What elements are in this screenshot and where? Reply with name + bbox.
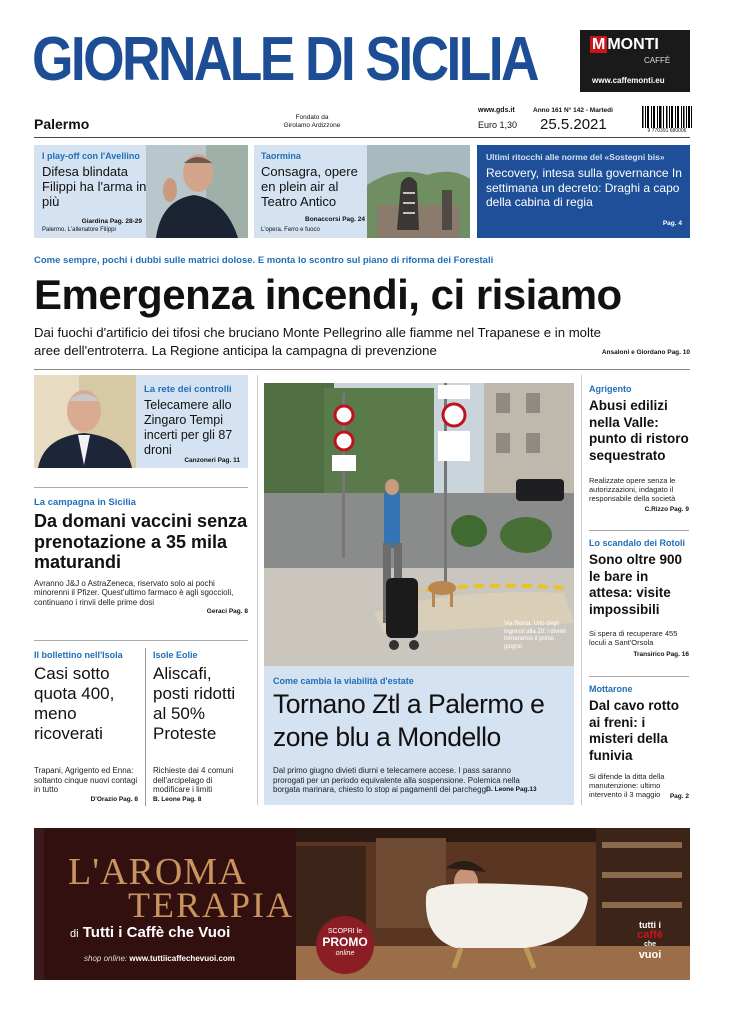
lead-kicker: Come sempre, pochi i dubbi sulle matrici dolose. E monta lo scontro sul piano di riforma dei Forestali	[34, 255, 494, 266]
edition: Palermo	[34, 116, 90, 132]
photo-musumeci	[34, 375, 136, 468]
promo-badge[interactable]: SCOPRI le PROMO online	[316, 916, 374, 974]
teaser-filippi[interactable]: I play-off con l'Avellino Difesa blindata Filippi ha l'arma in più Giardina Pag. 28-29 Palermo. L'allenatore Filippi	[34, 145, 248, 238]
monti-url[interactable]: www.caffemonti.eu	[592, 76, 665, 85]
teaser-recovery[interactable]: Ultimi ritocchi alle norme del «Sostegni bis» Recovery, intesa sulla governance In settimana un decreto: Draghi a capo della cabina di regia Pag. 4	[477, 145, 690, 238]
date: 25.5.2021	[540, 116, 607, 133]
photo-consagra	[367, 145, 470, 238]
barcode-icon	[642, 106, 692, 128]
story-bollettino[interactable]: Il bollettino nell'Isola Casi sotto quota 400, meno ricoverati Trapani, Agrigento ed Enna: soltanto cinque nuovi contagi in tutto D'Orazio Pag. 8	[34, 650, 138, 803]
monti-sub: CAFFÈ	[644, 56, 671, 65]
story-mottarone[interactable]: Mottarone Dal cavo rotto ai freni: i misteri della funivia Si difende la ditta della manutenzione: ultimo intervento il 3 maggio Pag. 2	[589, 684, 689, 800]
teaser-consagra[interactable]: Taormina Consagra, opere en plein air al Teatro Antico Bonaccorsi Pag. 24 L'opera. Ferro e fuoco	[254, 145, 470, 238]
story-vaccini[interactable]: La campagna in Sicilia Da domani vaccini senza prenotazione a 35 mila maturandi Avranno J&J o AstraZeneca, riservato solo ai pochi minorenni il Pfizer. Quest'ultimo farmaco è agli sgoccioli, continuano i rinvii delle prime dosi Geraci Pag. 8	[34, 497, 248, 615]
issue: Anno 161 N° 142 - Martedì	[533, 107, 613, 114]
price: Euro 1,30	[478, 120, 518, 130]
masthead-title: GIORNALE DI SICILIA	[32, 25, 537, 94]
story-rotoli[interactable]: Lo scandalo dei Rotoli Sono oltre 900 le bare in attesa: visite impossibili Si spera di recuperare 455 loculi a Sant'Orsola Transirico Pag. 16	[589, 538, 689, 658]
barcode: 9 770391 680006	[642, 106, 692, 134]
tutti-caffe-badge: tutti i caffè che vuoi	[637, 920, 663, 961]
masthead-rule	[34, 137, 690, 138]
ztl-block[interactable]: Via Roma. Uno degli ingressi alla Ztl: i divieti torneranno il primo giugno Come cambia la viabilità d'estate Tornano Ztl a Palermo e zone blu a Mondello Dal primo giugno divieti diurni e telecamere accese. I pass saranno prorogati per un periodo equivalente alla sospensione. Polemica nella borgata marinara, chiesto lo stop ai pagamenti dei parcheggi G. Leone Pag.13	[264, 383, 574, 805]
ad-aroma[interactable]	[34, 828, 690, 980]
monti-logo: M MONTI	[592, 36, 659, 53]
lead-deck: Dai fuochi d'artificio dei tifosi che bruciano Monte Pellegrino alle fiamme nel Trapanese e in molte aree dell'entroterra. La Regione anticipa la campagna di prevenzione	[34, 325, 601, 358]
story-agrigento[interactable]: Agrigento Abusi edilizi nella Valle: punto di ristoro sequestrato Realizzate opere senza le autorizzazioni, indagato il responsabile della società C.Rizzo Pag. 9	[589, 384, 689, 513]
ad-left-panel: L'AROMA TERAPIA di Tutti i Caffè che Vuoi shop online: www.tuttiicaffechevuoi.com	[44, 828, 296, 980]
photo-caption: Via Roma. Uno degli ingressi alla Ztl: i divieti torneranno il primo giugno	[504, 621, 566, 650]
story-eolie[interactable]: Isole Eolie Aliscafi, posti ridotti al 50% Proteste Richieste dai 4 comuni dell'arcipelago di modificare i limiti B. Leone Pag. 8	[153, 650, 236, 803]
photo-filippi	[146, 145, 248, 238]
lead-credit: Ansaloni e Giordano Pag. 10	[601, 349, 690, 356]
lead-rule	[34, 369, 690, 370]
lead-headline[interactable]: Emergenza incendi, ci risiamo	[34, 271, 622, 318]
ad-monti[interactable]	[580, 30, 690, 92]
founded: Fondato da Girolamo Ardizzone	[283, 114, 341, 129]
site[interactable]: www.gds.it	[478, 107, 515, 114]
box-controls[interactable]: La rete dei controlli Telecamere allo Zingaro Tempi incerti per gli 87 droni Canzoneri Pag. 11	[34, 375, 248, 468]
